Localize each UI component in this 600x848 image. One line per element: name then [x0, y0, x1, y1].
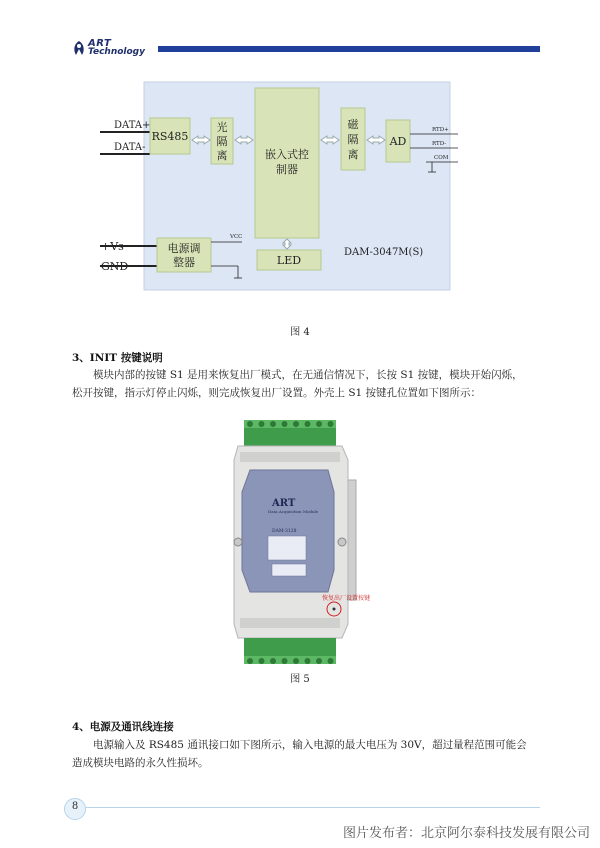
- photo-brand: ART: [272, 498, 296, 509]
- opto-isolation-char-3: 离: [216, 149, 228, 162]
- label-vs: +Vs: [101, 240, 124, 253]
- opto-isolation-char-1: 光: [216, 121, 228, 134]
- label-gnd: GND: [101, 260, 129, 273]
- header-bar: [158, 46, 540, 52]
- screw-right: [338, 538, 346, 546]
- section-4-paragraph: 电源输入及 RS485 通讯接口如下图所示，输入电源的最大电压为 30V，超过量程范围可能会造成模块电路的永久性损坏。: [72, 739, 527, 769]
- controller-label-2: 制器: [276, 163, 298, 176]
- power-regulator-label-1: 电源调: [167, 242, 201, 255]
- power-regulator-label-2: 整器: [173, 256, 195, 269]
- bottom-terminal-screw: [293, 658, 299, 664]
- screw-left: [234, 538, 242, 546]
- top-terminal-screw: [282, 421, 288, 427]
- mag-isolation-char-3: 离: [347, 148, 359, 161]
- bottom-terminal-screw: [270, 658, 276, 664]
- label-data-minus: DATA-: [114, 142, 146, 153]
- bottom-terminal-block: [244, 638, 336, 664]
- photo-model: DAM-3128: [272, 529, 297, 534]
- top-terminal-screw: [270, 421, 276, 427]
- art-logo-icon: [72, 40, 86, 56]
- bottom-terminal-screw: [259, 658, 265, 664]
- section-3-paragraph: 模块内部的按键 S1 是用来恢复出厂模式，在无通信情况下，长按 S1 按键，模块开始闪烁，松开按键，指示灯停止闪烁，则完成恢复出厂设置。外壳上 S1 按键孔位置如下图所示：: [72, 369, 523, 399]
- publisher-watermark: 图片发布者：北京阿尔泰科技发展有限公司: [342, 826, 590, 841]
- module-photo: [232, 420, 371, 664]
- top-terminal-screw: [259, 421, 265, 427]
- logo-text-technology: Technology: [88, 47, 145, 57]
- top-terminal-screw: [293, 421, 299, 427]
- label-rtd-plus: RTD+: [432, 127, 449, 133]
- footer-line: [72, 807, 540, 808]
- top-terminal-screw: [247, 421, 253, 427]
- figure-5-caption: 图 5: [290, 674, 310, 685]
- label-com: COM: [434, 155, 449, 161]
- bottom-terminal-screw: [247, 658, 253, 664]
- mag-isolation-char-2: 隔: [347, 133, 359, 146]
- top-terminal-screw: [316, 421, 322, 427]
- company-logo: [72, 38, 154, 58]
- bottom-terminal-screw: [328, 658, 334, 664]
- top-terminal-block: [244, 420, 336, 446]
- top-terminal-screw: [305, 421, 311, 427]
- model-label: DAM-3047M(S): [344, 247, 424, 258]
- logo-text-art: ART: [88, 38, 112, 49]
- label-rtd-minus: RTD-: [432, 141, 447, 147]
- photo-subtitle: Data Acquisition Module: [268, 509, 319, 514]
- bottom-terminal-screw: [282, 658, 288, 664]
- page-number: 8: [71, 801, 79, 812]
- block-ad-label: AD: [389, 135, 407, 148]
- block-diagram: [100, 82, 460, 294]
- mag-isolation-char-1: 磁: [347, 118, 359, 131]
- bottom-terminal-screw: [305, 658, 311, 664]
- label-vcc: VCC: [230, 234, 243, 240]
- bottom-terminal-screw: [316, 658, 322, 664]
- label-data-plus: DATA+: [114, 120, 151, 131]
- section-3-title: 3、INIT 按键说明: [72, 352, 163, 364]
- reset-button-callout: 恢复出厂设置按键: [322, 595, 371, 602]
- block-led-label: LED: [276, 254, 302, 267]
- reset-button-hole-icon: [333, 608, 336, 611]
- section-4-title: 4、电源及通讯线连接: [72, 721, 174, 733]
- controller-label-1: 嵌入式控: [265, 148, 309, 161]
- block-rs485-label: RS485: [151, 130, 189, 143]
- figure-4-caption: 图 4: [290, 327, 310, 338]
- opto-isolation-char-2: 隔: [216, 135, 228, 148]
- top-terminal-screw: [328, 421, 334, 427]
